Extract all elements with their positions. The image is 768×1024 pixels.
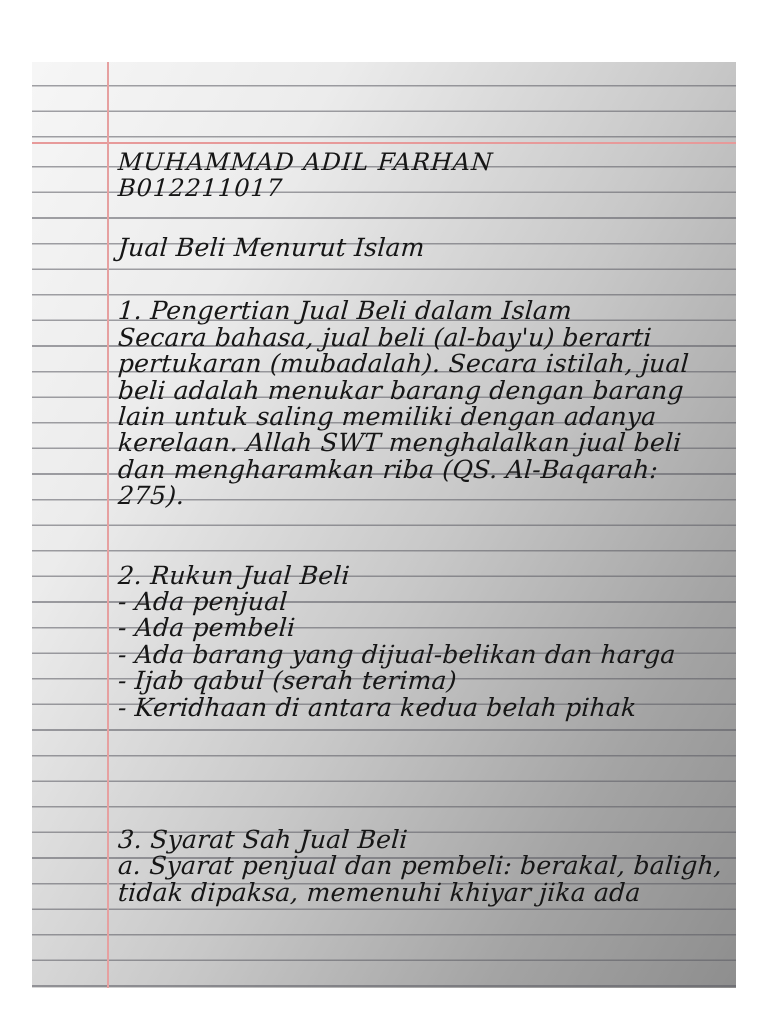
section-1-line: Secara bahasa, jual beli (al-bay'u) berarti — [117, 323, 653, 352]
section-1-line: 275). — [117, 481, 186, 510]
section-2-line: - Keridhaan di antara kedua belah pihak — [117, 693, 638, 722]
section-3-heading: 3. Syarat Sah Jual Beli — [117, 825, 409, 854]
section-1-heading: 1. Pengertian Jual Beli dalam Islam — [117, 296, 574, 325]
section-3-line: a. Syarat penjual dan pembeli: berakal, baligh, — [117, 851, 724, 880]
section-1-line: beli adalah menukar barang dengan barang — [117, 376, 685, 405]
section-3-line: tidak dipaksa, memenuhi khiyar jika ada — [117, 878, 642, 907]
document-title: Jual Beli Menurut Islam — [117, 233, 426, 262]
top-margin-line — [32, 142, 736, 144]
student-id: B012211017 — [117, 174, 285, 202]
section-2-line: - Ada penjual — [117, 587, 289, 616]
section-1-line: lain untuk saling memiliki dengan adanya — [117, 402, 658, 431]
section-2-heading: 2. Rukun Jual Beli — [117, 561, 351, 590]
section-1-line: pertukaran (mubadalah). Secara istilah, jual — [117, 349, 690, 378]
section-2-line: - Ada barang yang dijual-belikan dan harga — [117, 640, 677, 669]
section-1-line: dan mengharamkan riba (QS. Al-Baqarah: — [117, 455, 660, 484]
section-2-line: - Ada pembeli — [117, 613, 297, 642]
lined-notebook-page — [32, 62, 736, 988]
section-2-line: - Ijab qabul (serah terima) — [117, 666, 458, 695]
section-1-line: kerelaan. Allah SWT menghalalkan jual beli — [117, 428, 683, 457]
left-margin-line — [107, 62, 109, 988]
page-header-band — [32, 62, 736, 142]
student-name: MUHAMMAD ADIL FARHAN — [117, 148, 495, 176]
